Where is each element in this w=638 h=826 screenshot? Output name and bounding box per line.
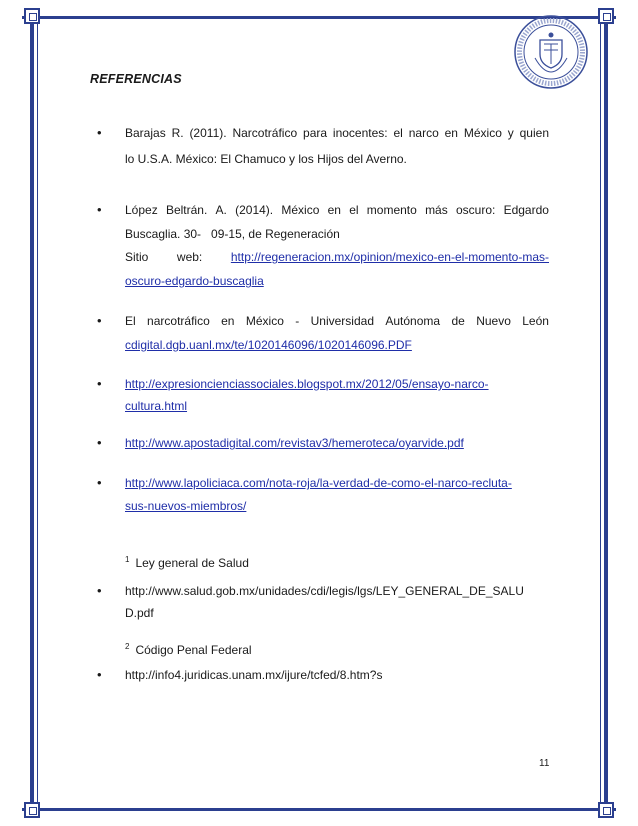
frame-corner-ornament (598, 8, 614, 24)
university-seal-logo (513, 14, 589, 90)
reference-6-url-link-cont[interactable]: sus-nuevos-miembros/ (125, 499, 247, 513)
reference-2-line-3: Sitio web: http://regeneracion.mx/opinion/mexico-en-el-momento-mas- (125, 250, 549, 264)
bullet-icon: • (97, 202, 102, 217)
reference-7-line-1: http://www.salud.gob.mx/unidades/cdi/legis/lgs/LEY_GENERAL_DE_SALU (125, 584, 524, 598)
reference-6-line-2 (125, 499, 246, 513)
frame-bottom-border (22, 808, 616, 811)
bullet-icon: • (97, 376, 102, 391)
frame-right-border (604, 22, 608, 804)
bullet-icon: • (97, 475, 102, 490)
bullet-icon: • (97, 667, 102, 682)
reference-2-line-2: Buscaglia. 30- 09-15, de Regeneración (125, 227, 340, 241)
bullet-icon: • (97, 313, 102, 328)
page-number: 11 (539, 758, 550, 769)
bullet-icon: • (97, 583, 102, 598)
reference-2-line-4 (125, 274, 264, 288)
reference-8-line-1: http://info4.juridicas.unam.mx/ijure/tcfed/8.htm?s (125, 668, 383, 682)
reference-3-url-link[interactable]: cdigital.dgb.uanl.mx/te/1020146096/1020146096.PDF (125, 338, 412, 352)
reference-3-line-1: El narcotráfico en México - Universidad Autónoma de Nuevo León (125, 314, 549, 328)
reference-4-url-link-cont[interactable]: cultura.html (125, 399, 188, 413)
reference-5-url-link[interactable]: http://www.apostadigital.com/revistav3/hemeroteca/oyarvide.pdf (125, 436, 464, 450)
frame-corner-ornament (24, 802, 40, 818)
reference-2-line-1: López Beltrán. A. (2014). México en el momento más oscuro: Edgardo (125, 203, 549, 217)
reference-4-url-link[interactable]: http://expresioncienciassociales.blogspot.mx/2012/05/ensayo-narco- (125, 377, 489, 391)
reference-4-line-2 (125, 399, 187, 413)
footnote-1-label: $^1$ Ley general de Salud (125, 555, 249, 570)
reference-1-line-2: lo U.S.A. México: El Chamuco y los Hijos del Averno. (125, 152, 407, 166)
reference-1-line-1: Barajas R. (2011). Narcotráfico para inocentes: el narco en México y quien (125, 126, 549, 140)
reference-5-line-1 (125, 436, 464, 450)
bullet-icon: • (97, 125, 102, 140)
reference-6-line-1 (125, 476, 512, 490)
bullet-icon: • (97, 435, 102, 450)
reference-2-url-link[interactable]: http://regeneracion.mx/opinion/mexico-en-el-momento-mas- (230, 250, 549, 264)
reference-2-url-link-cont[interactable]: oscuro-edgardo-buscaglia (125, 274, 264, 288)
frame-left-border (30, 22, 34, 804)
frame-corner-ornament (598, 802, 614, 818)
reference-4-line-1 (125, 377, 489, 391)
reference-6-url-link[interactable]: http://www.lapoliciaca.com/nota-roja/la-verdad-de-como-el-narco-recluta- (125, 476, 512, 490)
frame-corner-ornament (24, 8, 40, 24)
page-title: REFERENCIAS (90, 72, 182, 86)
footnote-2-label: $^2$ Código Penal Federal (125, 642, 252, 657)
reference-3-line-2 (125, 338, 412, 352)
reference-7-line-2: D.pdf (125, 606, 154, 620)
